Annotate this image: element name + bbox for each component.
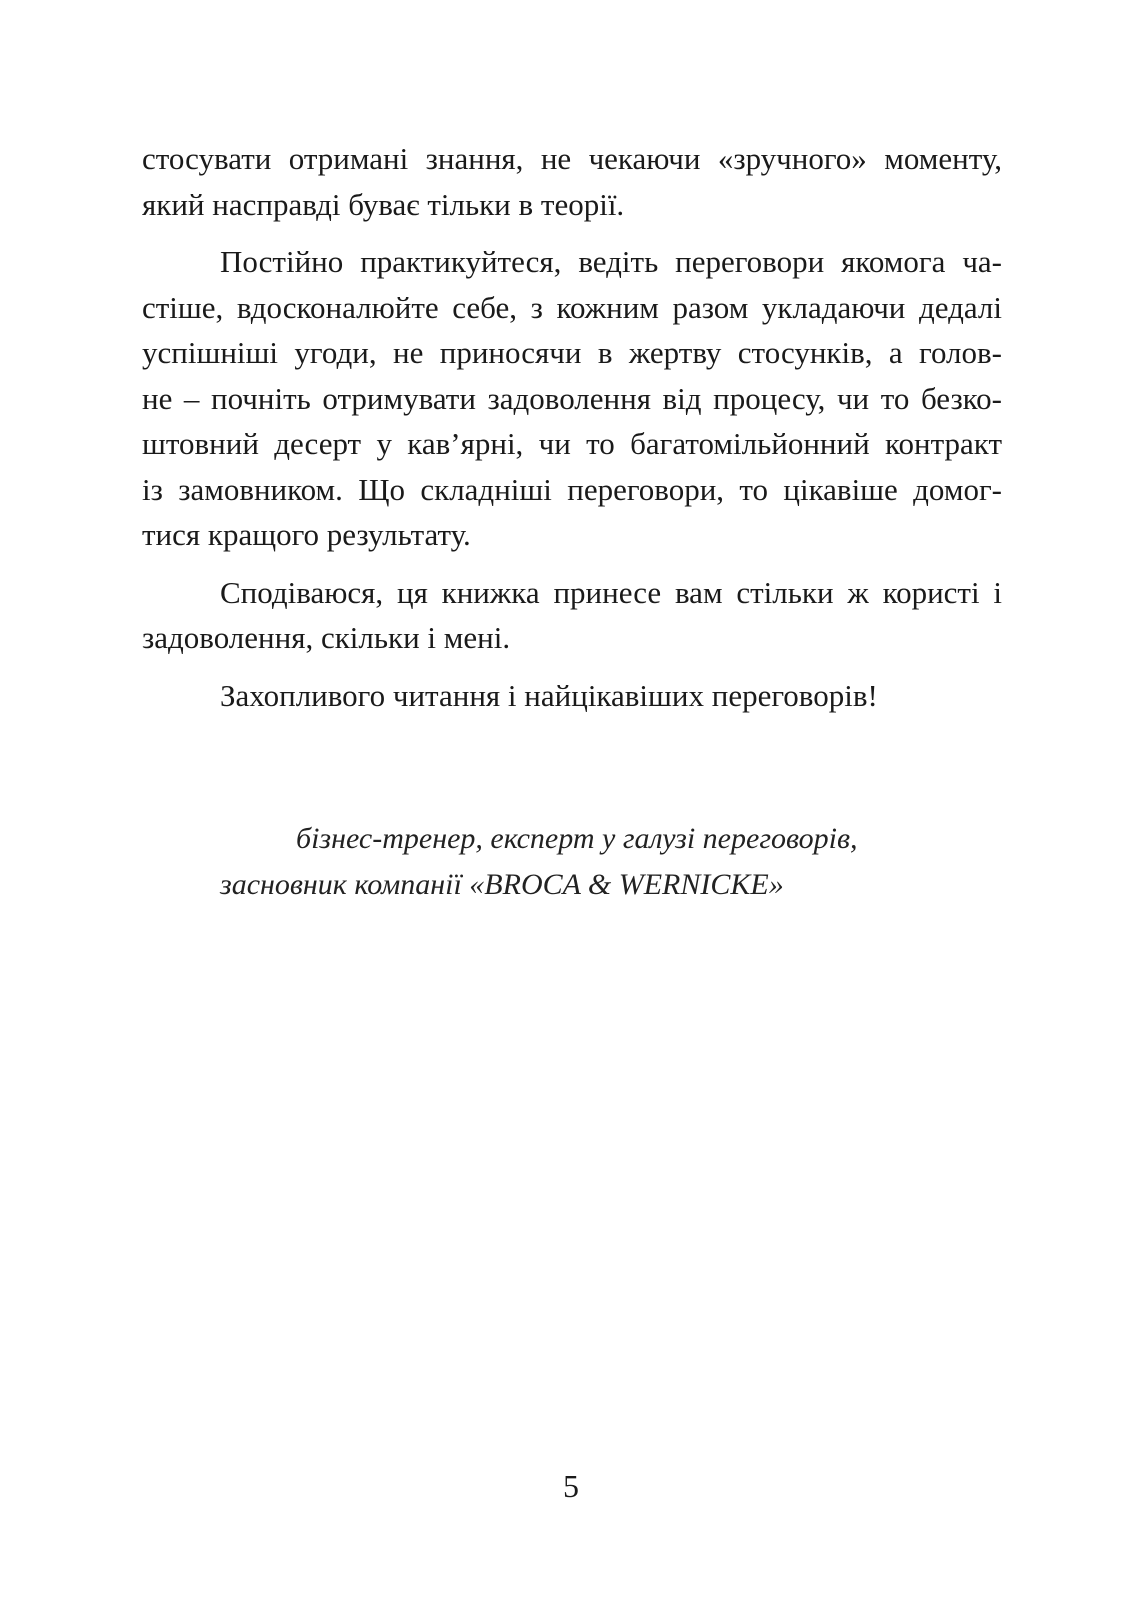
- text-line: Постійно практикуйтеся, ведіть переговори якомога ча-: [220, 244, 1002, 279]
- author-role: бізнес-тренер, експерт у галузі переговорів,: [296, 822, 858, 855]
- text-line: не – почніть отримувати задоволення від процесу, чи то безко-: [142, 380, 1002, 416]
- text-line: Сподіваюся, ця книжка принесе вам стільки ж користі і: [220, 574, 1002, 610]
- author-company: засновник компанії «BROCA & WERNICKE»: [220, 868, 784, 901]
- text-line: із замовником. Що складніші переговори, то цікавіше домог-: [142, 471, 1002, 507]
- text-line: Захопливого читання і найцікавіших переговорів!: [220, 677, 878, 713]
- text-line: який насправді буває тільки в теорії.: [142, 186, 625, 222]
- paragraph-closing: [142, 673, 1002, 719]
- paragraph-hope: [142, 570, 1002, 661]
- text-line: задоволення, скільки і мені.: [142, 620, 511, 655]
- page-number: 5: [563, 1468, 579, 1504]
- paragraph-continuation: [142, 136, 1002, 227]
- text-line: штовний десерт у кав’ярні, чи то багатомільйонний контракт: [142, 426, 1002, 461]
- author-signature: [220, 816, 920, 908]
- paragraph-practice: [142, 239, 1002, 558]
- text-line: стіше, вдосконалюйте себе, з кожним разом укладаючи дедалі: [142, 289, 1002, 325]
- body-text: [142, 136, 1002, 718]
- text-line: тися кращого результату.: [142, 517, 471, 552]
- text-line: успішніші угоди, не приносячи в жертву стосунків, а голов-: [142, 335, 1002, 370]
- text-line: стосувати отримані знання, не чекаючи «зручного» моменту,: [142, 141, 1002, 176]
